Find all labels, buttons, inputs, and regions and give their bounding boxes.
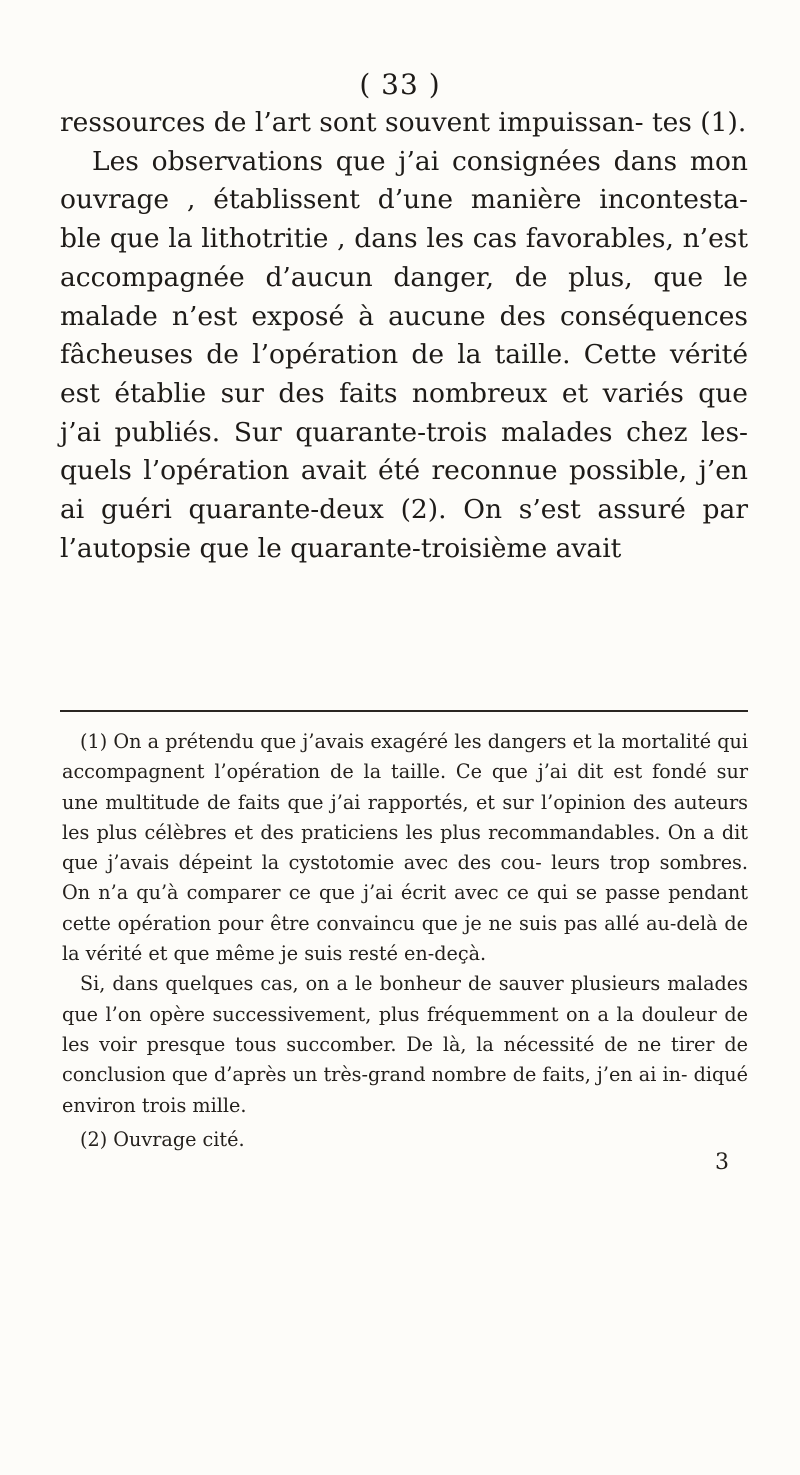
- footnote-1-continued: Si, dans quelques cas, on a le bonheur de sauver plusieurs malades que l’on opère successivement, plus fréquemment on a la douleur de les voir presque tous succomber. De là, la nécessité de ne tirer de conclusion que d’après un très-grand nombre de faits, j’en ai in- diqué environ trois mille.: [62, 972, 748, 1117]
- main-text: [60, 104, 748, 568]
- footnotes: [62, 727, 748, 1155]
- page-number: ( 33 ): [359, 68, 441, 101]
- footnote-1: (1) On a prétendu que j’avais exagéré les dangers et la mortalité qui accompagnent l’opération de la taille. Ce que j’ai dit est fondé sur une multitude de faits que j’ai rapportés, et sur l’opinion des auteurs les plus célèbres et des praticiens les plus recommandables. On a dit que j’avais dépeint la cystotomie avec des cou- leurs trop sombres. On n’a qu’à comparer ce que j’ai écrit avec ce qui se passe pendant cette opération pour être convaincu que je ne suis pas allé au-delà de la vérité et que même je suis resté en-deçà.: [62, 730, 748, 966]
- footnote-2: (2) Ouvrage cité.: [80, 1127, 245, 1151]
- footnote-divider: [60, 710, 748, 712]
- paragraph-observations: Les observations que j’ai consignées dans mon ouvrage , établissent d’une manière incontesta- ble que la lithotritie , dans les cas favorables, n’est accompagnée d’aucun danger, de plus, que le malade n’est exposé à aucune des conséquences fâcheuses de l’opération de la taille. Cette vérité est établie sur des faits nombreux et variés que j’ai publiés. Sur quarante-trois malades chez les- quels l’opération avait été reconnue possible, j’en ai guéri quarante-deux (2). On s’est assuré par l’autopsie que le quarante-troisième avait: [60, 145, 748, 564]
- signature-mark: 3: [715, 1150, 729, 1175]
- paragraph-continuation: ressources de l’art sont souvent impuissan- tes (1).: [60, 107, 747, 138]
